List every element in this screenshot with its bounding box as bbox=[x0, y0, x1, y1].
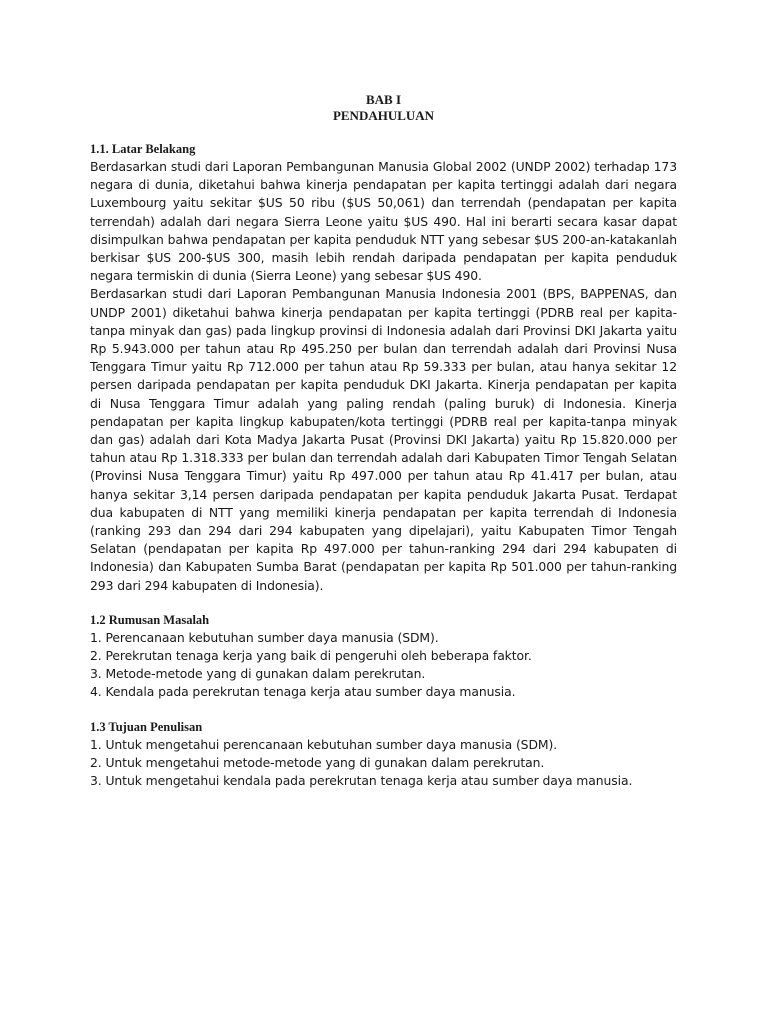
list-item: 1. Untuk mengetahui perencanaan kebutuhan sumber daya manusia (SDM). bbox=[90, 736, 558, 752]
paragraph: Berdasarkan studi dari Laporan Pembangunan Manusia Global 2002 (UNDP 2002) terhadap 173 negara di dunia, diketahui bahwa kinerja pendapatan per kapita tertinggi adalah dari negara Luxembourg yaitu sekitar $US 50 ribu ($US 50,061) dan terrendah (pendapatan per kapita terrendah) adalah dari negara Sierra Leone yaitu $US 490. Hal ini berarti secara kasar dapat disimpulkan bahwa pendapatan per kapita penduduk NTT yang sebesar $US 200-an-katakanlah berkisar $US 200-$US 300, masih lebih rendah daripada pendapatan per kapita penduduk negara termiskin di dunia (Sierra Leone) yang sebesar $US 490. bbox=[90, 159, 677, 284]
document-page bbox=[90, 92, 677, 807]
list-item: 2. Perekrutan tenaga kerja yang baik di pengeruhi oleh beberapa faktor. bbox=[90, 648, 532, 664]
list-item: 1. Perencanaan kebutuhan sumber daya manusia (SDM). bbox=[90, 629, 439, 645]
problem-list bbox=[90, 629, 677, 702]
list-item: 3. Metode-metode yang di gunakan dalam perekrutan. bbox=[90, 666, 426, 682]
section-heading: 1.2 Rumusan Masalah bbox=[90, 612, 210, 627]
chapter-number: BAB I bbox=[365, 92, 402, 107]
section-rumusan-masalah bbox=[90, 612, 677, 702]
list-item: 4. Kendala pada perekrutan tenaga kerja atau sumber daya manusia. bbox=[90, 684, 516, 700]
chapter-title-block bbox=[90, 92, 677, 124]
section-tujuan-penulisan bbox=[90, 719, 677, 791]
chapter-title: PENDAHULUAN bbox=[332, 108, 435, 123]
section-latar-belakang bbox=[90, 141, 677, 595]
paragraph: Berdasarkan studi dari Laporan Pembangunan Manusia Indonesia 2001 (BPS, BAPPENAS, dan UNDP 2001) diketahui bahwa kinerja pendapatan per kapita tertinggi (PDRB real per kapita-tanpa minyak dan gas) pada lingkup provinsi di Indonesia adalah dari Provinsi DKI Jakarta yaitu Rp 5.943.000 per tahun atau Rp 495.250 per bulan dan terrendah adalah dari Provinsi Nusa Tenggara Timur yaitu Rp 712.000 per tahun atau Rp 59.333 per bulan, atau hanya sekitar 12 persen daripada pendapatan per kapita penduduk DKI Jakarta. Kinerja pendapatan per kapita di Nusa Tenggara Timur adalah yang paling rendah (paling buruk) di Indonesia. Kinerja pendapatan per kapita lingkup kabupaten/kota tertinggi (PDRB real per kapita-tanpa minyak dan gas) adalah dari Kota Madya Jakarta Pusat (Provinsi DKI Jakarta) yaitu Rp 15.820.000 per tahun atau Rp 1.318.333 per bulan dan terrendah adalah dari Kabupaten Timor Tengah Selatan (Provinsi Nusa Tenggara Timur) yaitu Rp 497.000 per tahun atau Rp 41.417 per bulan, atau hanya sekitar 3,14 persen daripada pendapatan per kapita penduduk Jakarta Pusat. Terdapat dua kabupaten di NTT yang memiliki kinerja pendapatan per kapita terrendah di Indonesia (ranking 293 dan 294 dari 294 kabupaten yang dipelajari), yaitu Kabupaten Timor Tengah Selatan (pendapatan per kapita Rp 497.000 per tahun-ranking 294 dari 294 kabupaten di Indonesia) dan Kabupaten Sumba Barat (pendapatan per kapita Rp 501.000 per tahun-ranking 293 dari 294 kabupaten di Indonesia). bbox=[90, 286, 677, 593]
list-item: 2. Untuk mengetahui metode-metode yang di gunakan dalam perekrutan. bbox=[90, 754, 545, 770]
section-heading: 1.3 Tujuan Penulisan bbox=[90, 719, 203, 734]
section-heading: 1.1. Latar Belakang bbox=[90, 142, 196, 156]
list-item: 3. Untuk mengetahui kendala pada perekrutan tenaga kerja atau sumber daya manusia. bbox=[90, 773, 633, 789]
objective-list bbox=[90, 736, 677, 791]
